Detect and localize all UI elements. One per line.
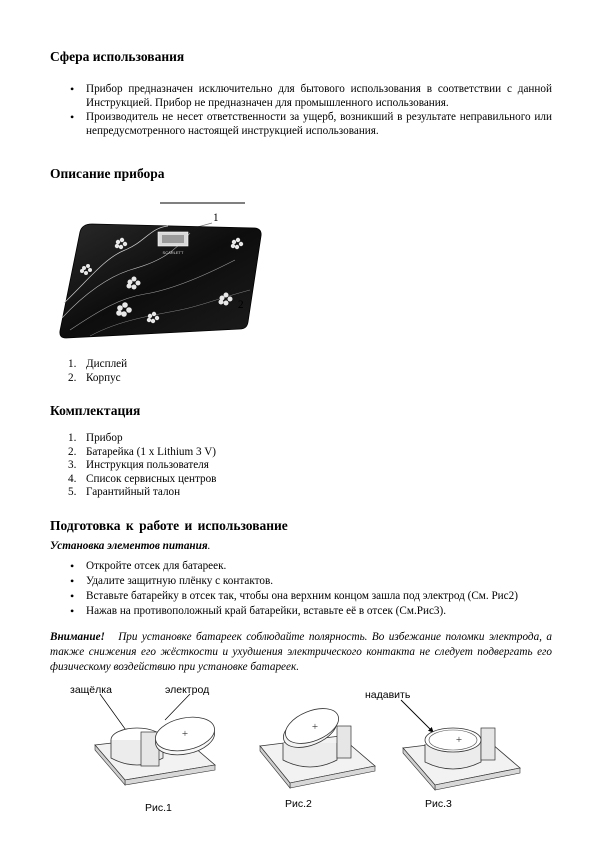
section-heading-kit: Комплектация xyxy=(50,403,141,418)
figure-3-illustration xyxy=(393,698,523,793)
section-heading-description: Описание прибора xyxy=(50,166,165,181)
subheading-battery: Установка элементов питания. xyxy=(50,540,211,552)
prep-bullet-list xyxy=(50,559,560,619)
list-item: 3. Инструкция пользователя xyxy=(68,459,209,472)
figure-2-illustration xyxy=(255,698,380,793)
list-item: 5. Гарантийный талон xyxy=(68,486,181,499)
scope-bullet-list xyxy=(50,82,552,138)
figure-1-illustration xyxy=(85,690,225,790)
list-item: • Производитель не несет ответственности за ущерб, возникший в результате неправильного или непредусмотренного настоящей инструкцией использования. xyxy=(50,110,552,138)
figure-3-caption: Рис.3 xyxy=(425,798,452,810)
list-item: • Прибор предназначен исключительно для бытового использования в соответствии с данной Инструкцией. Прибор не предназначен для промышленного использования. xyxy=(50,82,552,110)
list-item: 4. Список сервисных центров xyxy=(68,472,217,485)
figure-2-caption: Рис.2 xyxy=(285,798,312,810)
list-item: 1. Прибор xyxy=(68,432,123,444)
description-list xyxy=(68,358,127,385)
label-press: надавить xyxy=(365,689,411,701)
kit-list xyxy=(68,432,216,500)
list-item: • Нажав на противоположный край батарейки, вставьте её в отсек (См.Рис3). xyxy=(50,604,560,619)
section-heading-scope: Сфера использования xyxy=(50,49,185,64)
figure-1-caption: Рис.1 xyxy=(145,802,172,814)
list-item: 2. Корпус xyxy=(68,371,121,384)
list-item: 1. Дисплей xyxy=(68,358,128,370)
label-electrode: электрод xyxy=(165,684,210,696)
callout-1: 1 xyxy=(213,212,219,224)
warning-label: Внимание! xyxy=(50,631,105,643)
list-item: • Вставьте батарейку в отсек так, чтобы она верхним концом зашла под электрод (См. Рис2) xyxy=(50,589,560,604)
list-item: • Откройте отсек для батареек. xyxy=(50,559,560,574)
label-latch: защёлка xyxy=(70,684,112,696)
list-item: • Удалите защитную плёнку с контактов. xyxy=(50,574,560,589)
svg-text:+: + xyxy=(181,728,189,740)
svg-text:+: + xyxy=(455,734,463,746)
section-heading-prep: Подготовка к работе и использование xyxy=(50,518,288,533)
warning-paragraph xyxy=(50,630,552,675)
callout-2: 2 xyxy=(238,299,244,311)
warning-text: При установке батареек соблюдайте полярность. Во избежание поломки электрода, а также снижения его жёсткости и ухудшения электрического контакта не следует подвергать его физическому воздействию при установке батареек. xyxy=(50,631,552,673)
scale-brand-logo: SCARLETT xyxy=(162,250,184,255)
scale-illustration xyxy=(50,198,265,348)
list-item: 2. Батарейка (1 x Lithium 3 V) xyxy=(68,445,217,458)
svg-text:+: + xyxy=(311,721,319,733)
